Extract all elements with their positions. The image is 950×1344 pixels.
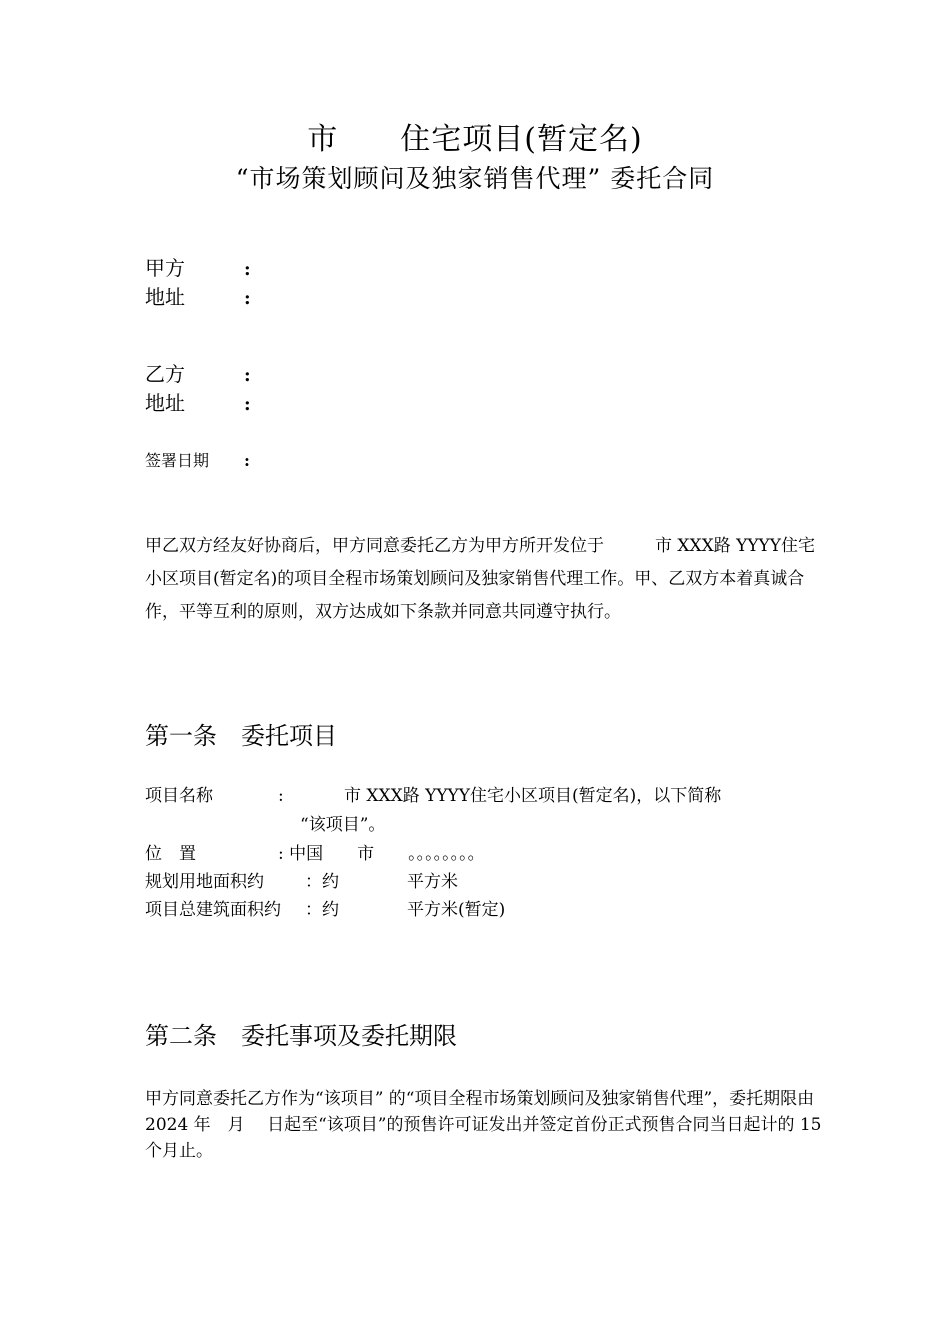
location-value: : 中国 市 。。。。。。。。 <box>278 844 485 864</box>
article-2-heading: 第二条 委托事项及委托期限 <box>145 1022 457 1050</box>
article-1-heading: 第一条 委托项目 <box>145 722 337 750</box>
party-b-address-colon: : <box>244 394 251 415</box>
document-subtitle: “市场策划顾问及独家销售代理” 委托合同 <box>235 164 715 193</box>
party-a-address-label: 地址 <box>145 285 185 309</box>
intro-paragraph: 甲乙双方经友好协商后，甲方同意委托乙方为甲方所开发位于 市 XXX路 YYYY住宅小区项目(暂定名)的项目全程市场策划顾问及独家销售代理工作。甲、乙双方本着真诚合作，平等互利的原则，双方达成如下条款并同意共同遵守执行。 <box>145 536 816 622</box>
location-label: 位 置 <box>145 844 196 864</box>
building-area-label: 项目总建筑面积约 <box>145 900 281 920</box>
party-a-colon: : <box>244 259 251 280</box>
party-b-colon: : <box>244 365 251 386</box>
party-b-label: 乙方 <box>145 362 185 386</box>
land-area-value: ：约 平方米 <box>305 872 458 892</box>
article-2-paragraph: 甲方同意委托乙方作为“该项目” 的“项目全程市场策划顾问及独家销售代理”，委托期限由 2024 年 月 日起至“该项目”的预售许可证发出并签定首份正式预售合同当日起计的 15 个月止。 <box>145 1089 822 1161</box>
land-area-label: 规划用地面积约 <box>145 872 264 892</box>
party-b-address-label: 地址 <box>145 391 185 415</box>
building-area-value: ：约 平方米(暂定) <box>305 900 506 920</box>
project-name-label: 项目名称 <box>145 786 213 806</box>
party-a-address-colon: : <box>244 288 251 309</box>
party-a-label: 甲方 <box>145 256 185 280</box>
document-title: 市 住宅项目(暂定名) <box>307 122 643 157</box>
sign-date-colon: : <box>244 451 250 470</box>
project-name-colon: : <box>278 786 284 806</box>
sign-date-label: 签署日期 <box>145 451 210 470</box>
project-name-value-line1: 市 XXX路 YYYY住宅小区项目(暂定名)，以下简称 <box>310 786 722 806</box>
project-name-value-line2: “该项目”。 <box>300 815 386 835</box>
